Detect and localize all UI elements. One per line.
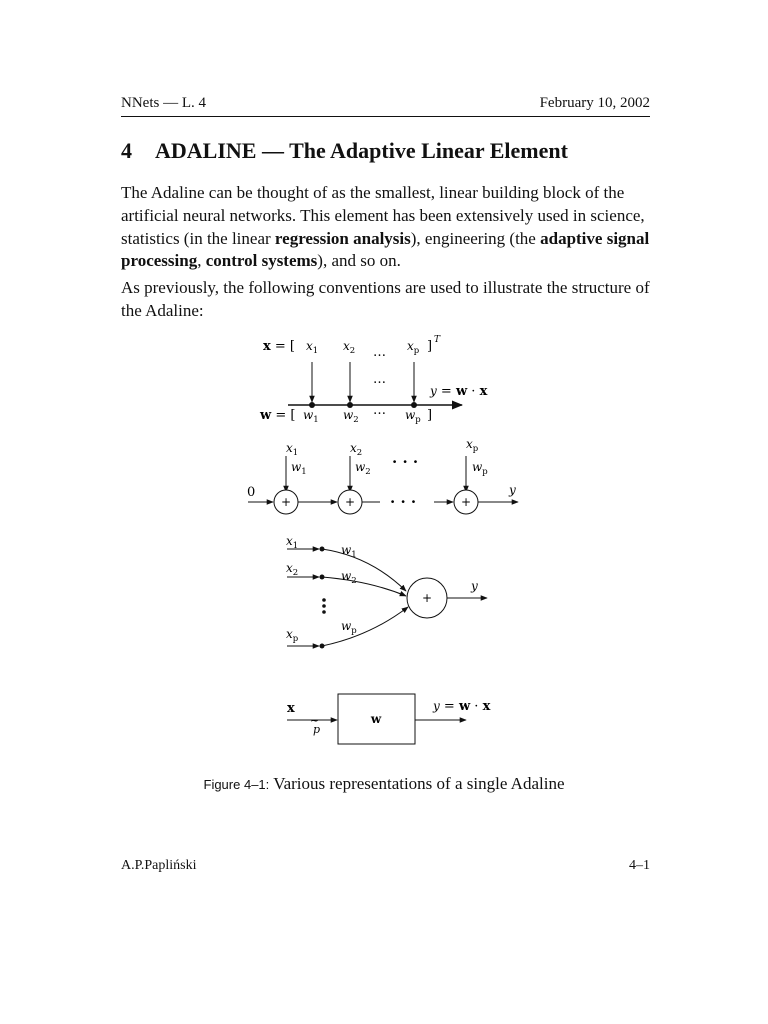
section-number: 4 <box>121 138 132 163</box>
running-header-left: NNets — L. 4 <box>121 95 206 111</box>
chain-xp-label: $x_p$ <box>466 437 479 454</box>
sum-w1-path <box>322 549 406 591</box>
running-header-date: February 10, 2002 <box>539 95 650 111</box>
sum-x1-label: $x_1$ <box>286 534 299 551</box>
chain-y-label: y <box>509 483 516 497</box>
figure-caption <box>0 774 768 794</box>
summer-plus: + <box>421 591 433 605</box>
w-vector-label: w = [ <box>260 408 296 423</box>
vdot-1 <box>322 598 326 602</box>
x-vector-close: ] <box>427 339 433 354</box>
sum-w1-label: $w_1$ <box>341 543 357 560</box>
intro-text-2: ), engineering (the <box>410 228 541 248</box>
block-x-label: x <box>287 701 295 716</box>
intro-text-3: , <box>197 251 206 271</box>
chain-mid-dots: · · · <box>390 493 417 511</box>
sum-x2-label: $x_2$ <box>286 561 299 578</box>
section-title: ADALINE — The Adaptive Linear Element <box>155 138 568 163</box>
figure-caption-text: Various representations of a single Adaline <box>269 774 565 793</box>
x-ellipsis: … <box>373 345 386 360</box>
w1-label: $w_1$ <box>303 408 319 425</box>
vdot-2 <box>322 604 326 608</box>
block-y-eq-label: y = w · x <box>433 699 491 714</box>
adder-p-plus: + <box>460 495 472 509</box>
intro-text-1: The Adaline can be thought of as the smallest, linear building block of the artificial neural networks. This element has been extensively used in science, statistics (in the linear <box>121 183 645 248</box>
footer-author: A.P.Papliński <box>121 858 197 873</box>
adder-2-plus: + <box>344 495 356 509</box>
block-diagram <box>287 694 491 744</box>
x1-label: $x_1$ <box>306 339 319 356</box>
wp-label: $w_p$ <box>405 408 421 425</box>
vector-form-diagram <box>259 335 488 425</box>
term-regression-analysis: regression analysis <box>274 228 411 248</box>
vdot-3 <box>322 610 326 614</box>
transpose-label: T <box>434 335 441 345</box>
adder-chain-diagram <box>247 437 518 514</box>
chain-x1-label: $x_1$ <box>286 441 299 458</box>
figure-caption-label: Figure 4–1: <box>203 777 270 792</box>
w-vector-close: ] <box>427 408 433 423</box>
summer-y-label: y <box>471 579 478 593</box>
x2-label: $x_2$ <box>343 339 356 356</box>
chain-w2-label: $w_2$ <box>355 460 371 477</box>
term-adaptive-signal-processing: adaptive signal processing <box>121 228 650 271</box>
summer-diagram <box>286 534 487 649</box>
mid-ellipsis: … <box>373 372 386 387</box>
sum-w2-label: $w_2$ <box>341 569 357 586</box>
sum-wp-label: $w_p$ <box>341 619 357 636</box>
chain-w1-label: $w_1$ <box>291 460 307 477</box>
w2-label: $w_2$ <box>343 408 359 425</box>
block-w-label: w <box>370 712 382 726</box>
y-equals-wx-label: y = w · x <box>430 384 488 399</box>
chain-wp-label: $w_p$ <box>472 460 488 477</box>
block-p-label: p <box>313 723 321 736</box>
x-vector-label: x = [ <box>263 339 295 354</box>
adder-1-plus: + <box>280 495 292 509</box>
xp-label: $x_p$ <box>407 339 420 356</box>
w-ellipsis: … <box>373 403 386 418</box>
chain-x2-label: $x_2$ <box>350 441 363 458</box>
footer-page-number: 4–1 <box>629 858 650 873</box>
sum-xp-label: $x_p$ <box>286 627 299 644</box>
block-input-tilde: ~ <box>310 714 320 727</box>
conventions-paragraph: As previously, the following conventions are used to illustrate the structure of the Adaline: <box>121 278 650 320</box>
term-control-systems: control systems <box>205 251 318 271</box>
sum-wp-path <box>322 607 408 646</box>
intro-text-4: ), and so on. <box>317 251 401 271</box>
zero-input-label: 0 <box>247 485 256 500</box>
chain-top-dots: · · · <box>392 453 419 471</box>
